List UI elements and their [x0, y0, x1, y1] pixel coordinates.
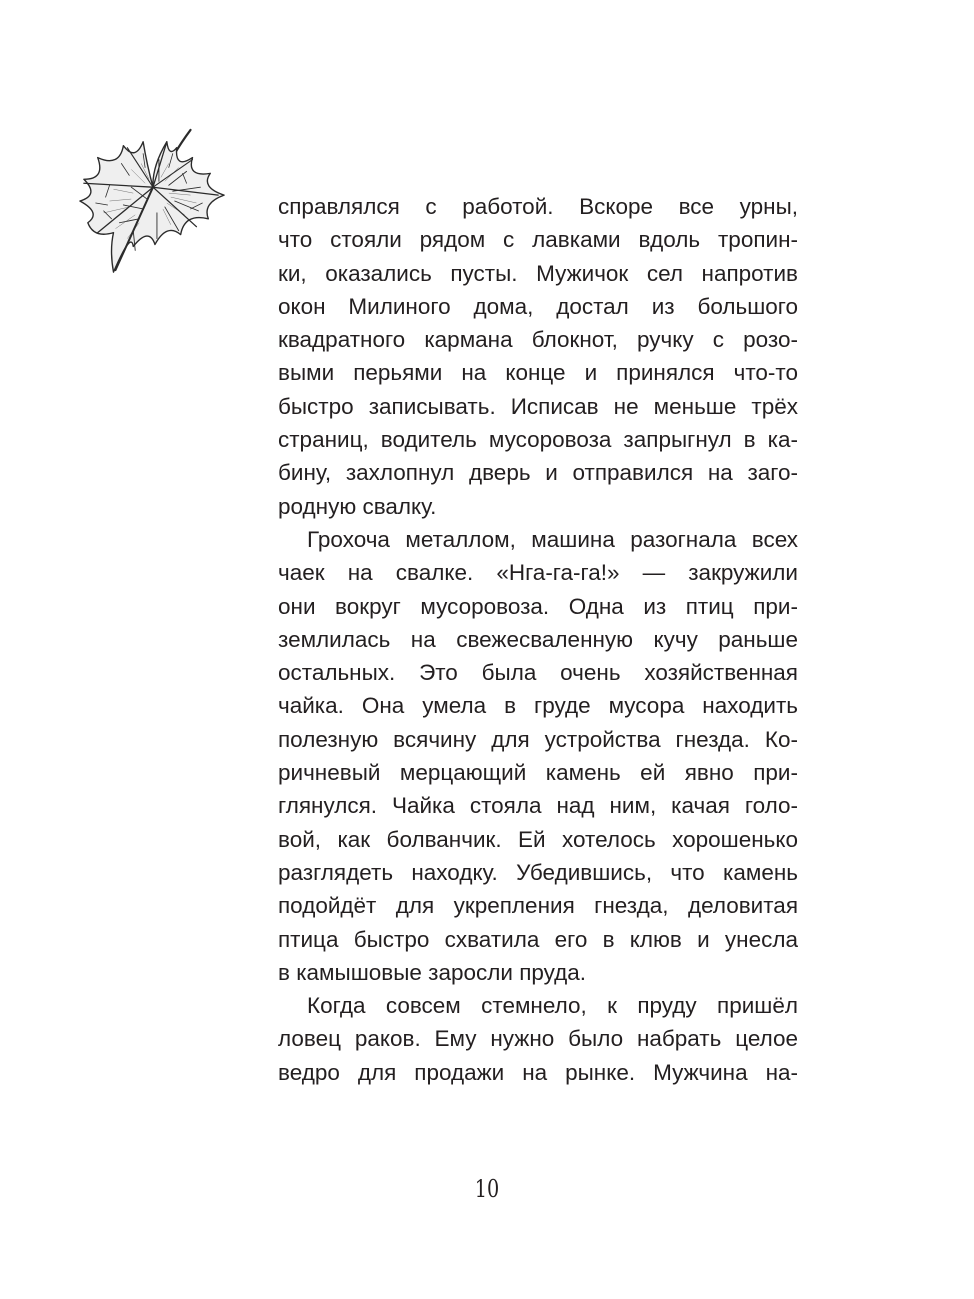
- text-line: ричневый мерцающий камень ей явно при-: [278, 760, 798, 786]
- text-line: Грохоча металлом, машина разогнала всех: [307, 526, 798, 552]
- text-line: чаек на свалке. «Нга-га-га!» — закружили: [278, 560, 798, 586]
- text-line: они вокруг мусоровоза. Одна из птиц при-: [278, 593, 798, 619]
- text-line: разглядеть находку. Убедившись, что камень: [278, 859, 798, 885]
- paragraph: [278, 989, 798, 1089]
- text-line: подойдёт для укрепления гнезда, деловитая: [278, 893, 798, 919]
- maple-leaf-icon: [74, 124, 232, 282]
- text-line: родную свалку.: [278, 493, 437, 519]
- text-line: в камышовые заросли пруда.: [278, 959, 587, 985]
- text-line: чайка. Она умела в груде мусора находить: [278, 693, 798, 719]
- text-line: страниц, водитель мусоровоза запрыгнул в ка-: [278, 427, 798, 453]
- text-line: окон Милиного дома, достал из большого: [278, 293, 798, 319]
- text-line: глянулся. Чайка стояла над ним, качая голо-: [278, 793, 798, 819]
- text-line: что стояли рядом с лавками вдоль тропин-: [278, 227, 798, 253]
- text-line: полезную всячину для устройства гнезда. Ко-: [278, 726, 798, 752]
- paragraph: [278, 523, 798, 989]
- text-line: вой, как болванчик. Ей хотелось хорошенько: [278, 826, 798, 852]
- text-line: справлялся с работой. Вскоре все урны,: [278, 194, 798, 219]
- text-line: ведро для продажи на рынке. Мужчина на-: [278, 1059, 798, 1085]
- text-line: быстро записывать. Исписав не меньше трёх: [278, 393, 798, 419]
- text-line: квадратного кармана блокнот, ручку с розо-: [278, 327, 798, 353]
- text-line: землилась на свежесваленную кучу раньше: [278, 626, 798, 652]
- text-line: Когда совсем стемнело, к пруду пришёл: [307, 993, 798, 1019]
- text-line: остальных. Это была очень хозяйственная: [278, 660, 798, 686]
- text-line: выми перьями на конце и принялся что-то: [278, 360, 798, 386]
- text-line: ловец раков. Ему нужно было набрать целое: [278, 1026, 798, 1052]
- text-line: ки, оказались пусты. Мужичок сел напротив: [278, 260, 798, 286]
- paragraph: [278, 190, 798, 523]
- page-number: 10: [474, 1175, 500, 1203]
- text-line: птица быстро схватила его в клюв и унесла: [278, 926, 798, 952]
- body-text: [278, 190, 798, 1089]
- text-line: бину, захлопнул дверь и отправился на заго-: [278, 460, 798, 486]
